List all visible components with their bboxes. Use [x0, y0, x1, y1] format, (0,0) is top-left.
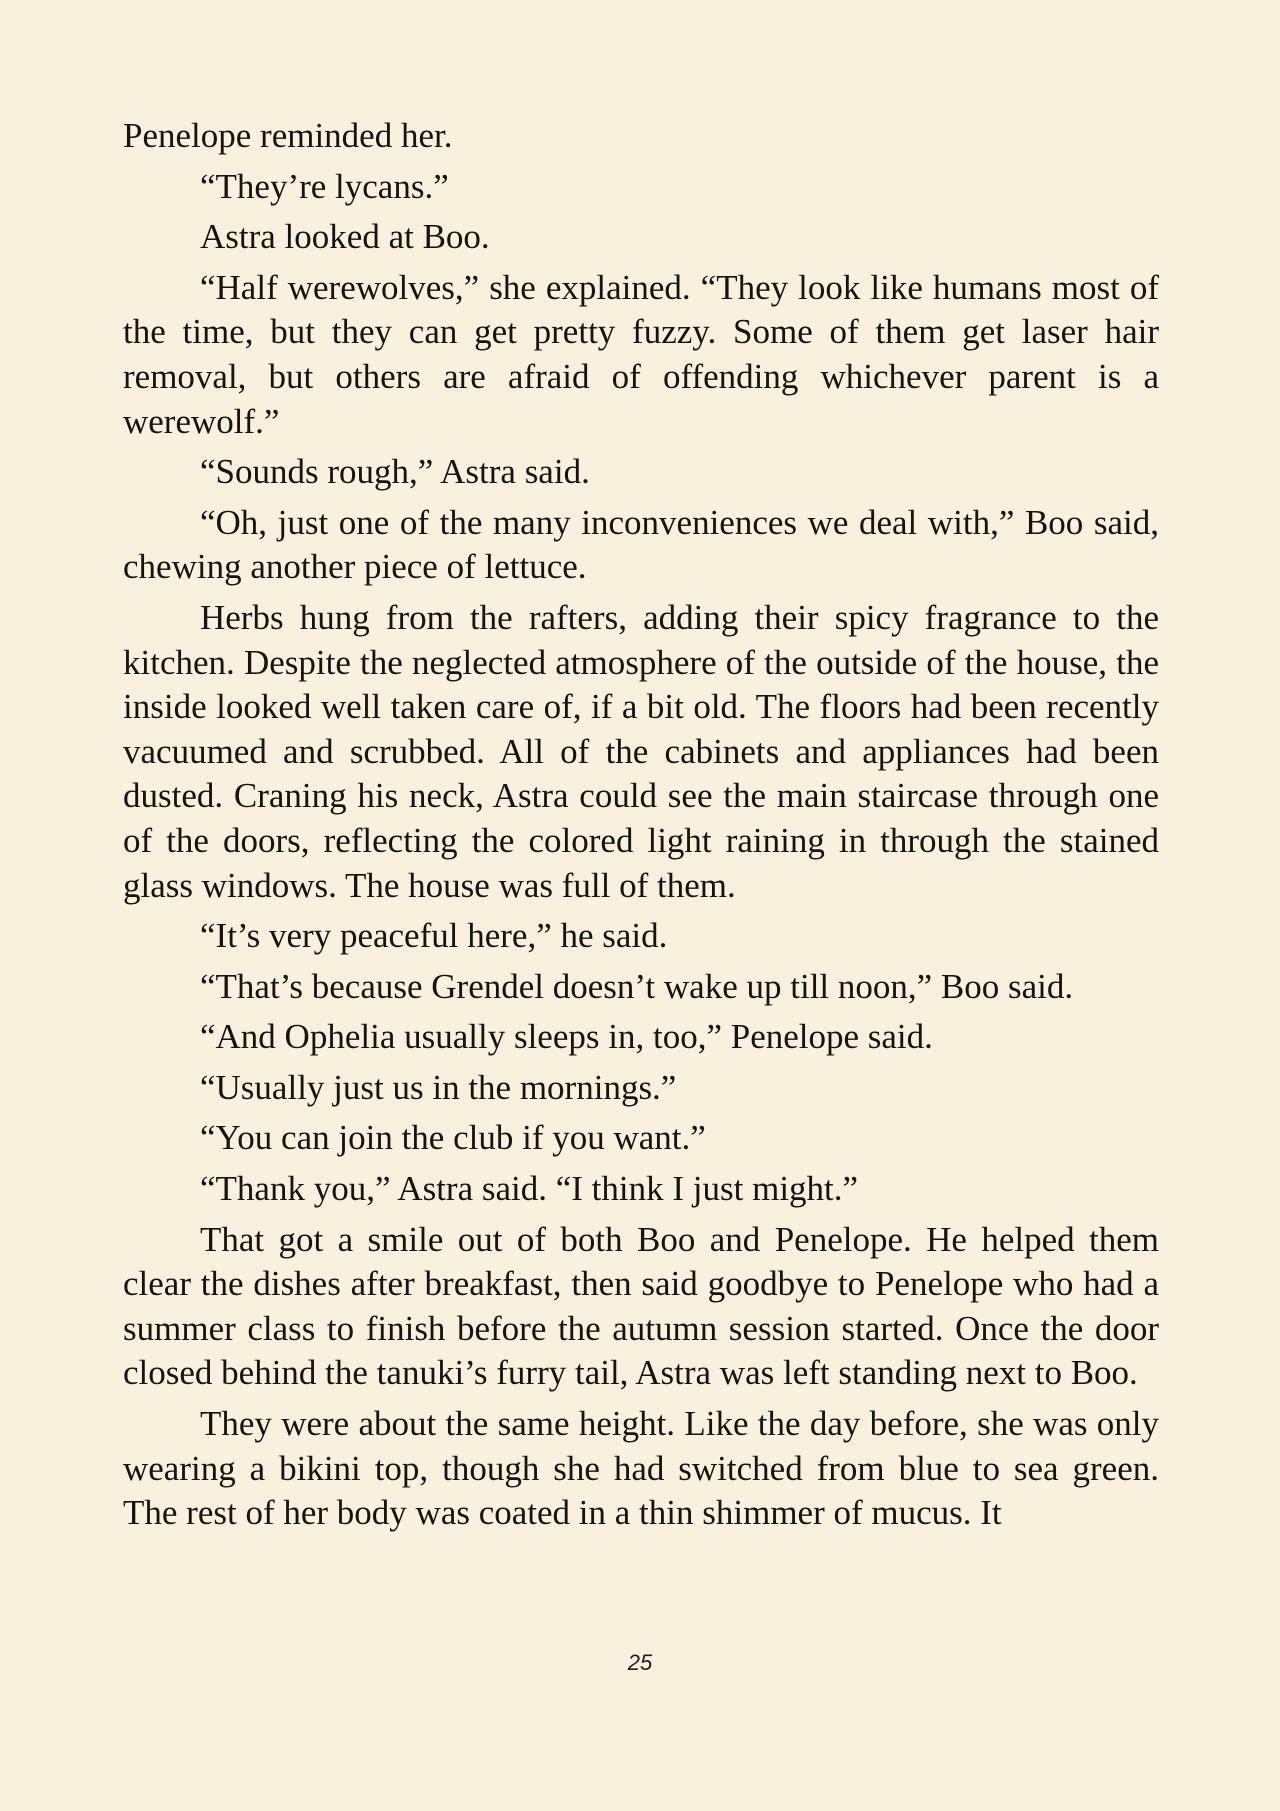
paragraph: That got a smile out of both Boo and Penelope. He helped them clear the dishes after breakfast, then said goodbye to Penelope who had a summer class to finish before the autumn session started. Once the door closed behind the tanuki’s furry tail, Astra was left standing next to Boo. [123, 1219, 1159, 1393]
paragraph: “Usually just us in the mornings.” [200, 1067, 677, 1107]
paragraph: Herbs hung from the rafters, adding their spicy fragrance to the kitchen. Despite the neglected atmosphere of the outside of the house, the inside looked well taken care of, if a bit old. The floors had been recently vacuumed and scrubbed. All of the cabinets and appliances had been dusted. Craning his neck, Astra could see the main staircase through one of the doors, reflecting the colored light raining in through the stained glass windows. The house was full of them. [123, 597, 1159, 905]
paragraph: “Oh, just one of the many inconveniences we deal with,” Boo said, chewing another piece of lettuce. [123, 502, 1159, 587]
paragraph: “Thank you,” Astra said. “I think I just might.” [200, 1169, 859, 1209]
paragraph: Astra looked at Boo. [200, 217, 490, 257]
paragraph: “And Ophelia usually sleeps in, too,” Penelope said. [200, 1017, 933, 1057]
paragraph: “They’re lycans.” [200, 166, 449, 206]
paragraph: They were about the same height. Like the day before, she was only wearing a bikini top, though she had switched from blue to sea green. The rest of her body was coated in a thin shimmer of mucus. It [123, 1404, 1159, 1533]
paragraph: “It’s very peaceful here,” he said. [200, 916, 668, 956]
body-text [123, 114, 1159, 1542]
paragraph: “Half werewolves,” she explained. “They look like humans most of the time, but they can get pretty fuzzy. Some of them get laser hair removal, but others are afraid of offending whichever parent is a werewolf.” [123, 267, 1159, 441]
paragraph: Penelope reminded her. [123, 116, 453, 155]
paragraph: “That’s because Grendel doesn’t wake up till noon,” Boo said. [200, 966, 1074, 1006]
paragraph: “You can join the club if you want.” [200, 1118, 706, 1158]
page-number: 25 [627, 1650, 653, 1675]
paragraph: “Sounds rough,” Astra said. [200, 452, 590, 492]
